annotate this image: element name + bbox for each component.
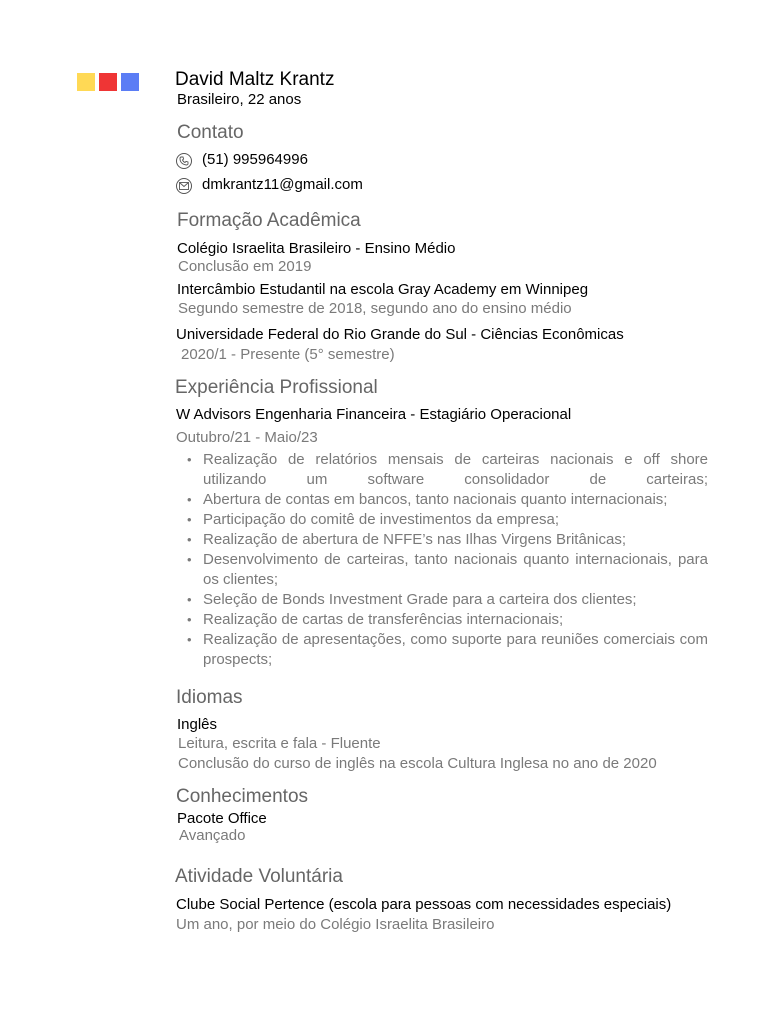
volunteer-name: Clube Social Pertence (escola para pessoas com necessidades especiais) xyxy=(176,896,672,913)
experience-period: Outubro/21 - Maio/23 xyxy=(176,429,318,446)
education-item-detail: Segundo semestre de 2018, segundo ano do ensino médio xyxy=(178,300,572,317)
language-name: Inglês xyxy=(177,716,218,733)
experience-bullet: • Seleção de Bonds Investment Grade para a carteira dos clientes; xyxy=(187,590,708,610)
languages-heading: Idiomas xyxy=(176,687,243,708)
language-detail: Conclusão do curso de inglês na escola Cultura Inglesa no ano de 2020 xyxy=(178,755,657,772)
skill-name: Pacote Office xyxy=(177,810,267,827)
experience-bullet: • Realização de apresentações, como suporte para reuniões comerciais com prospects; xyxy=(187,630,708,670)
language-detail: Leitura, escrita e fala - Fluente xyxy=(178,735,381,752)
education-heading: Formação Acadêmica xyxy=(177,210,361,231)
skills-heading: Conhecimentos xyxy=(176,786,309,807)
candidate-name: David Maltz Krantz xyxy=(175,69,335,90)
yellow-square xyxy=(77,73,95,91)
blue-square xyxy=(121,73,139,91)
phone-icon xyxy=(176,153,192,169)
candidate-subtitle: Brasileiro, 22 anos xyxy=(177,91,302,108)
experience-bullet-list xyxy=(187,450,708,670)
volunteer-heading: Atividade Voluntária xyxy=(175,866,343,887)
education-item-name: Intercâmbio Estudantil na escola Gray Academy em Winnipeg xyxy=(177,281,589,298)
experience-heading: Experiência Profissional xyxy=(175,377,378,398)
experience-bullet: • Desenvolvimento de carteiras, tanto nacionais quanto internacionais, para os clientes; xyxy=(187,550,708,590)
education-item-name: Universidade Federal do Rio Grande do Sul - Ciências Econômicas xyxy=(176,326,624,343)
experience-bullet: • Abertura de contas em bancos, tanto nacionais quanto internacionais; xyxy=(187,490,708,510)
red-square xyxy=(99,73,117,91)
experience-bullet: • Realização de relatórios mensais de carteiras nacionais e off shore utilizando um software consolidador de carteiras; xyxy=(187,450,708,490)
experience-bullet: • Participação do comitê de investimentos da empresa; xyxy=(187,510,708,530)
experience-bullet: • Realização de abertura de NFFE’s nas Ilhas Virgens Britânicas; xyxy=(187,530,708,550)
experience-bullet: • Realização de cartas de transferências internacionais; xyxy=(187,610,708,630)
phone-number[interactable]: (51) 995964996 xyxy=(202,151,308,168)
email-icon xyxy=(176,178,192,194)
education-item-detail: 2020/1 - Presente (5° semestre) xyxy=(181,346,395,363)
education-item-name: Colégio Israelita Brasileiro - Ensino Médio xyxy=(177,240,456,257)
volunteer-detail: Um ano, por meio do Colégio Israelita Brasileiro xyxy=(176,916,495,933)
experience-role: W Advisors Engenharia Financeira - Estagiário Operacional xyxy=(176,406,572,423)
skill-level: Avançado xyxy=(179,827,246,844)
contact-heading: Contato xyxy=(177,122,244,143)
email-address[interactable]: dmkrantz11@gmail.com xyxy=(202,176,363,193)
education-item-detail: Conclusão em 2019 xyxy=(178,258,312,275)
